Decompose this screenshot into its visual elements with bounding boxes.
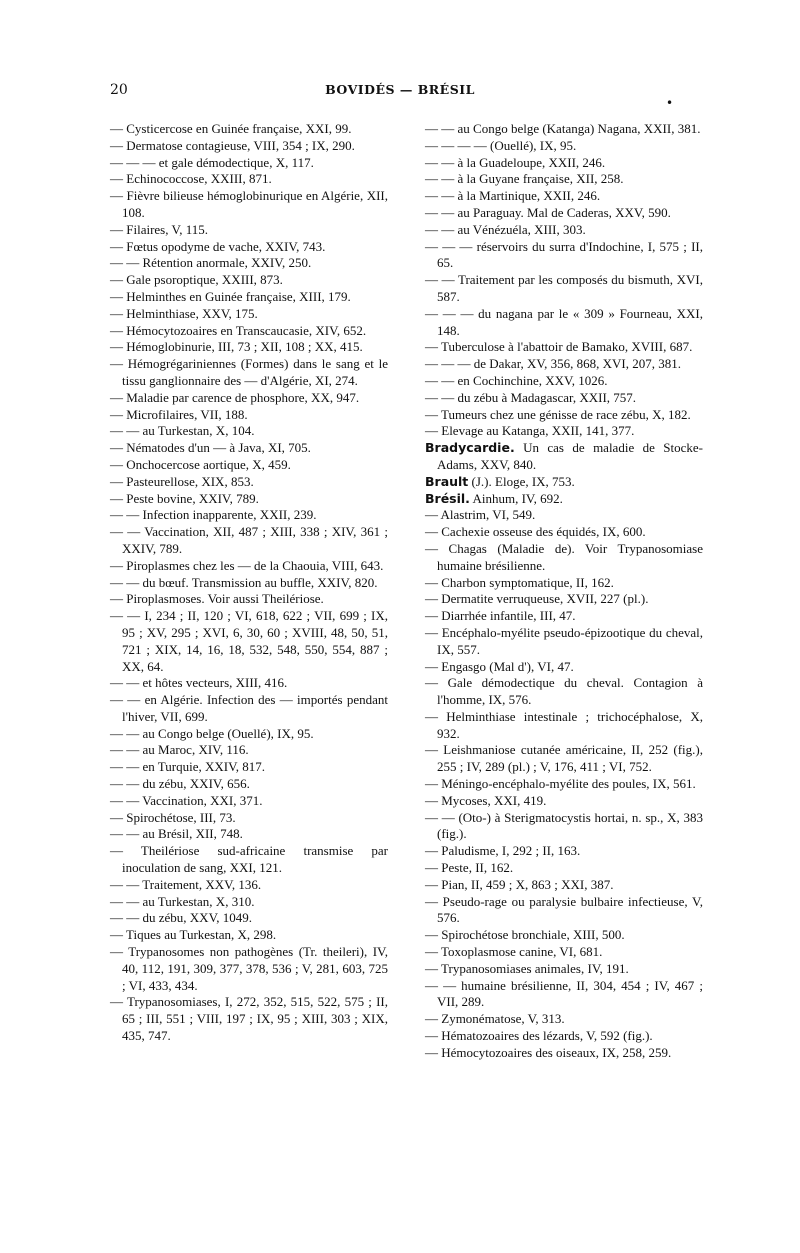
index-entry xyxy=(110,726,388,743)
index-entry xyxy=(110,608,388,675)
index-entry xyxy=(425,709,703,743)
entry-text: — Theilériose sud-africaine transmise par inoculation de sang, XXI, 121. xyxy=(110,843,388,876)
entry-text: — Méningo-encéphalo-myélite des poules, IX, 561. xyxy=(425,776,696,792)
index-entry xyxy=(425,222,703,239)
entry-text: — Elevage au Katanga, XXII, 141, 377. xyxy=(425,423,635,439)
index-entry xyxy=(425,1028,703,1045)
index-entry xyxy=(110,323,388,340)
entry-text: — Pasteurellose, XIX, 853. xyxy=(110,473,254,489)
entry-keyword: Brault xyxy=(425,473,469,489)
index-entry xyxy=(425,507,703,524)
index-entry xyxy=(425,541,703,575)
index-entry xyxy=(110,558,388,575)
entry-text: — — à la Martinique, XXII, 246. xyxy=(425,188,601,204)
index-entry xyxy=(110,121,388,138)
entry-text: — — — du nagana par le « 309 » Fourneau, XXI, 148. xyxy=(425,305,703,338)
entry-text: — Cysticercose en Guinée française, XXI, 99. xyxy=(110,121,352,136)
entry-text: — — Infection inapparente, XXII, 239. xyxy=(110,507,317,523)
index-entry xyxy=(110,994,388,1044)
entry-text: — Dermatose contagieuse, VIII, 354 ; IX, 290. xyxy=(110,137,355,153)
index-entry xyxy=(110,759,388,776)
right-column xyxy=(425,121,703,1062)
left-column xyxy=(110,121,388,1045)
entry-text: — Peste bovine, XXIV, 789. xyxy=(110,490,259,506)
index-entry xyxy=(425,877,703,894)
entry-text: — Tumeurs chez une génisse de race zébu, X, 182. xyxy=(425,406,691,422)
entry-text: — Spirochétose, III, 73. xyxy=(110,809,236,825)
entry-text: — Toxoplasmose canine, VI, 681. xyxy=(425,944,603,960)
index-entry xyxy=(425,659,703,676)
entry-text: — Piroplasmes chez les — de la Chaouia, VIII, 643. xyxy=(110,557,384,573)
entry-text: — — au Congo belge (Ouellé), IX, 95. xyxy=(110,725,314,741)
index-entry xyxy=(110,575,388,592)
entry-text: — Trypanosomiases animales, IV, 191. xyxy=(425,960,629,976)
index-entry xyxy=(425,524,703,541)
index-entry xyxy=(425,356,703,373)
index-entry xyxy=(425,575,703,592)
index-entry xyxy=(110,524,388,558)
entry-text: — — (Oto-) à Sterigmatocystis hortai, n. sp., X, 383 (fig.). xyxy=(425,809,703,842)
index-entry xyxy=(110,255,388,272)
index-entry xyxy=(425,810,703,844)
stray-mark: • xyxy=(666,96,674,110)
entry-text: — Gale psoroptique, XXIII, 873. xyxy=(110,272,283,288)
index-entry xyxy=(110,457,388,474)
entry-text: — — au Maroc, XIV, 116. xyxy=(110,742,249,758)
index-entry xyxy=(425,860,703,877)
entry-text: — — au Turkestan, X, 310. xyxy=(110,893,255,909)
index-entry xyxy=(110,356,388,390)
entry-keyword: Brésil. xyxy=(425,490,470,506)
index-entry xyxy=(110,407,388,424)
index-entry xyxy=(110,491,388,508)
index-entry xyxy=(425,776,703,793)
entry-text: — — — réservoirs du surra d'Indochine, I, 575 ; II, 65. xyxy=(425,238,703,271)
entry-text: — Filaires, V, 115. xyxy=(110,221,208,237)
index-entry xyxy=(425,927,703,944)
index-entry xyxy=(425,272,703,306)
index-entry xyxy=(425,944,703,961)
index-entry xyxy=(425,608,703,625)
index-entry xyxy=(110,138,388,155)
entry-text: — Alastrim, VI, 549. xyxy=(425,507,536,523)
index-entry xyxy=(110,742,388,759)
page-number: 20 xyxy=(110,82,128,98)
entry-text: — Fièvre bilieuse hémoglobinurique en Algérie, XII, 108. xyxy=(110,188,388,220)
index-entry xyxy=(110,222,388,239)
index-entry xyxy=(110,339,388,356)
index-entry xyxy=(110,306,388,323)
entry-text: — — au Turkestan, X, 104. xyxy=(110,423,255,439)
index-entry xyxy=(110,675,388,692)
index-entry xyxy=(425,742,703,776)
entry-text: — — du zébu à Madagascar, XXII, 757. xyxy=(425,389,637,405)
entry-text: — Helminthiase, XXV, 175. xyxy=(110,305,258,321)
index-entry xyxy=(425,491,703,508)
index-entry xyxy=(425,1011,703,1028)
entry-text: — Helminthes en Guinée française, XIII, 179. xyxy=(110,288,351,304)
index-entry xyxy=(425,138,703,155)
index-entry xyxy=(425,205,703,222)
index-entry xyxy=(425,675,703,709)
entry-text: — Onchocercose aortique, X, 459. xyxy=(110,456,291,472)
index-entry xyxy=(110,239,388,256)
entry-text: — Hémocytozoaires des oiseaux, IX, 258, 259. xyxy=(425,1044,672,1060)
index-entry xyxy=(425,339,703,356)
entry-text: — Maladie par carence de phosphore, XX, 947. xyxy=(110,389,360,405)
entry-text: — Mycoses, XXI, 419. xyxy=(425,792,547,808)
index-entry xyxy=(110,171,388,188)
entry-text: Ainhum, IV, 692. xyxy=(469,490,563,506)
entry-text: (J.). Eloge, IX, 753. xyxy=(468,473,575,489)
entry-text: — Paludisme, I, 292 ; II, 163. xyxy=(425,843,581,859)
index-entry xyxy=(110,877,388,894)
entry-text: — Zymonématose, V, 313. xyxy=(425,1011,565,1027)
index-entry xyxy=(425,188,703,205)
index-entry xyxy=(110,155,388,172)
index-entry xyxy=(110,894,388,911)
entry-text: — Nématodes d'un — à Java, XI, 705. xyxy=(110,440,311,456)
entry-text: — Pseudo-rage ou paralysie bulbaire infectieuse, V, 576. xyxy=(425,893,703,926)
index-entry xyxy=(110,390,388,407)
index-entry xyxy=(425,239,703,273)
entry-text: — — — et gale démodectique, X, 117. xyxy=(110,154,314,170)
index-entry xyxy=(110,289,388,306)
entry-text: — — Vaccination, XXI, 371. xyxy=(110,792,263,808)
index-entry xyxy=(110,188,388,222)
entry-text: — Tuberculose à l'abattoir de Bamako, XVIII, 687. xyxy=(425,339,693,355)
index-entry xyxy=(425,591,703,608)
entry-text: — — Rétention anormale, XXIV, 250. xyxy=(110,255,312,271)
entry-text: — — I, 234 ; II, 120 ; VI, 618, 622 ; VII, 699 ; IX, 95 ; XV, 295 ; XVI, 6, 30, 60 ; XVIII, 48, 50, 51, 721 ; XIX, 14, 16, 18, 532, 548, 550, 554, 887 ; XX, 64. xyxy=(110,608,388,674)
index-entry xyxy=(110,793,388,810)
entry-text: — — du bœuf. Transmission au buffle, XXIV, 820. xyxy=(110,574,378,590)
entry-text: — — et hôtes vecteurs, XIII, 416. xyxy=(110,675,288,691)
index-entry xyxy=(110,692,388,726)
entry-text: — — Traitement, XXV, 136. xyxy=(110,876,262,892)
index-entry xyxy=(425,171,703,188)
entry-text: — — Traitement par les composés du bismuth, XVI, 587. xyxy=(425,272,703,304)
entry-text: — Fœtus opodyme de vache, XXIV, 743. xyxy=(110,238,326,254)
entry-text: — Chagas (Maladie de). Voir Trypanosomiase humaine brésilienne. xyxy=(425,540,703,573)
index-entry xyxy=(110,423,388,440)
entry-text: — Leishmaniose cutanée américaine, II, 252 (fig.), 255 ; IV, 289 (pl.) ; V, 176, 411 ; VI, 752. xyxy=(425,742,703,775)
index-entry xyxy=(425,474,703,491)
entry-text: — — à la Guadeloupe, XXII, 246. xyxy=(425,154,606,170)
entry-text: — — au Brésil, XII, 748. xyxy=(110,826,243,842)
index-entry xyxy=(425,306,703,340)
entry-text: — Trypanosomiases, I, 272, 352, 515, 522, 575 ; II, 65 ; III, 551 ; VIII, 197 ; IX, 95 ; XIII, 303 ; XIX, 435, 747. xyxy=(110,994,388,1044)
entry-text: — Spirochétose bronchiale, XIII, 500. xyxy=(425,927,625,943)
entry-text: — Dermatite verruqueuse, XVII, 227 (pl.). xyxy=(425,591,649,607)
entry-text: — — à la Guyane française, XII, 258. xyxy=(425,171,624,187)
index-entry xyxy=(425,121,703,138)
entry-keyword: Bradycardie. xyxy=(425,440,515,456)
entry-text: — — humaine brésilienne, II, 304, 454 ; IV, 467 ; VII, 289. xyxy=(425,977,703,1010)
index-entry xyxy=(425,155,703,172)
page-header xyxy=(110,82,690,102)
entry-text: — Trypanosomes non pathogènes (Tr. theileri), IV, 40, 112, 191, 309, 377, 378, 536 ; V, 281, 603, 725 ; VI, 433, 434. xyxy=(110,944,388,993)
entry-text: — Peste, II, 162. xyxy=(425,860,514,876)
entry-text: — — du zébu, XXV, 1049. xyxy=(110,910,253,926)
entry-text: — — en Turquie, XXIV, 817. xyxy=(110,759,266,775)
index-entry xyxy=(425,440,703,474)
index-entry xyxy=(425,894,703,928)
entry-text: — — Vaccination, XII, 487 ; XIII, 338 ; XIV, 361 ; XXIV, 789. xyxy=(110,524,388,556)
entry-text: — Pian, II, 459 ; X, 863 ; XXI, 387. xyxy=(425,876,614,892)
index-entry xyxy=(110,507,388,524)
index-entry xyxy=(110,910,388,927)
index-entry xyxy=(110,826,388,843)
entry-text: — — en Algérie. Infection des — importés pendant l'hiver, VII, 699. xyxy=(110,692,388,724)
index-entry xyxy=(425,793,703,810)
entry-text: — Cachexie osseuse des équidés, IX, 600. xyxy=(425,524,646,540)
index-entry xyxy=(425,978,703,1012)
entry-text: — — au Congo belge (Katanga) Nagana, XXII, 381. xyxy=(425,121,701,136)
entry-text: — Charbon symptomatique, II, 162. xyxy=(425,574,614,590)
entry-text: — Diarrhée infantile, III, 47. xyxy=(425,608,576,624)
index-entry xyxy=(425,407,703,424)
index-entry xyxy=(110,776,388,793)
index-entry xyxy=(425,843,703,860)
index-entry xyxy=(110,843,388,877)
index-entry xyxy=(110,944,388,994)
entry-text: — Encéphalo-myélite pseudo-épizootique du cheval, IX, 557. xyxy=(425,624,703,657)
index-entry xyxy=(110,810,388,827)
index-entry xyxy=(425,423,703,440)
index-entry xyxy=(425,390,703,407)
index-entry xyxy=(425,1045,703,1062)
entry-text: — Hématozoaires des lézards, V, 592 (fig.). xyxy=(425,1028,653,1044)
entry-text: — Hémogrégariniennes (Formes) dans le sang et le tissu ganglionnaire des — d'Algérie, XI, 274. xyxy=(110,356,388,388)
entry-text: — Hémocytozoaires en Transcaucasie, XIV, 652. xyxy=(110,322,367,338)
entry-text: — Echinococcose, XXIII, 871. xyxy=(110,171,272,187)
entry-text: — — — — (Ouellé), IX, 95. xyxy=(425,137,577,153)
index-entry xyxy=(110,927,388,944)
entry-text: — — en Cochinchine, XXV, 1026. xyxy=(425,372,608,388)
index-entry xyxy=(110,474,388,491)
index-entry xyxy=(425,625,703,659)
index-entry xyxy=(425,373,703,390)
index-entry xyxy=(110,272,388,289)
entry-text: — Tiques au Turkestan, X, 298. xyxy=(110,927,277,943)
index-entry xyxy=(110,591,388,608)
entry-text: — Helminthiase intestinale ; trichocéphalose, X, 932. xyxy=(425,708,703,741)
entry-text: — — — de Dakar, XV, 356, 868, XVI, 207, 381. xyxy=(425,356,681,372)
entry-text: — Microfilaires, VII, 188. xyxy=(110,406,248,422)
entry-text: — — au Vénézuéla, XIII, 303. xyxy=(425,221,586,237)
entry-text: — Engasgo (Mal d'), VI, 47. xyxy=(425,658,574,674)
entry-text: — Hémoglobinurie, III, 73 ; XII, 108 ; XX, 415. xyxy=(110,339,363,355)
entry-text: — — au Paraguay. Mal de Caderas, XXV, 590. xyxy=(425,204,671,220)
index-entry xyxy=(110,440,388,457)
entry-text: — Gale démodectique du cheval. Contagion à l'homme, IX, 576. xyxy=(425,675,703,708)
entry-text: — — du zébu, XXIV, 656. xyxy=(110,776,250,792)
entry-text: — Piroplasmoses. Voir aussi Theilériose. xyxy=(110,591,324,607)
entry-text: Un cas de maladie de Stocke-Adams, XXV, 840. xyxy=(437,440,703,472)
index-entry xyxy=(425,961,703,978)
running-head: BOVIDÉS — BRÉSIL xyxy=(325,82,475,97)
